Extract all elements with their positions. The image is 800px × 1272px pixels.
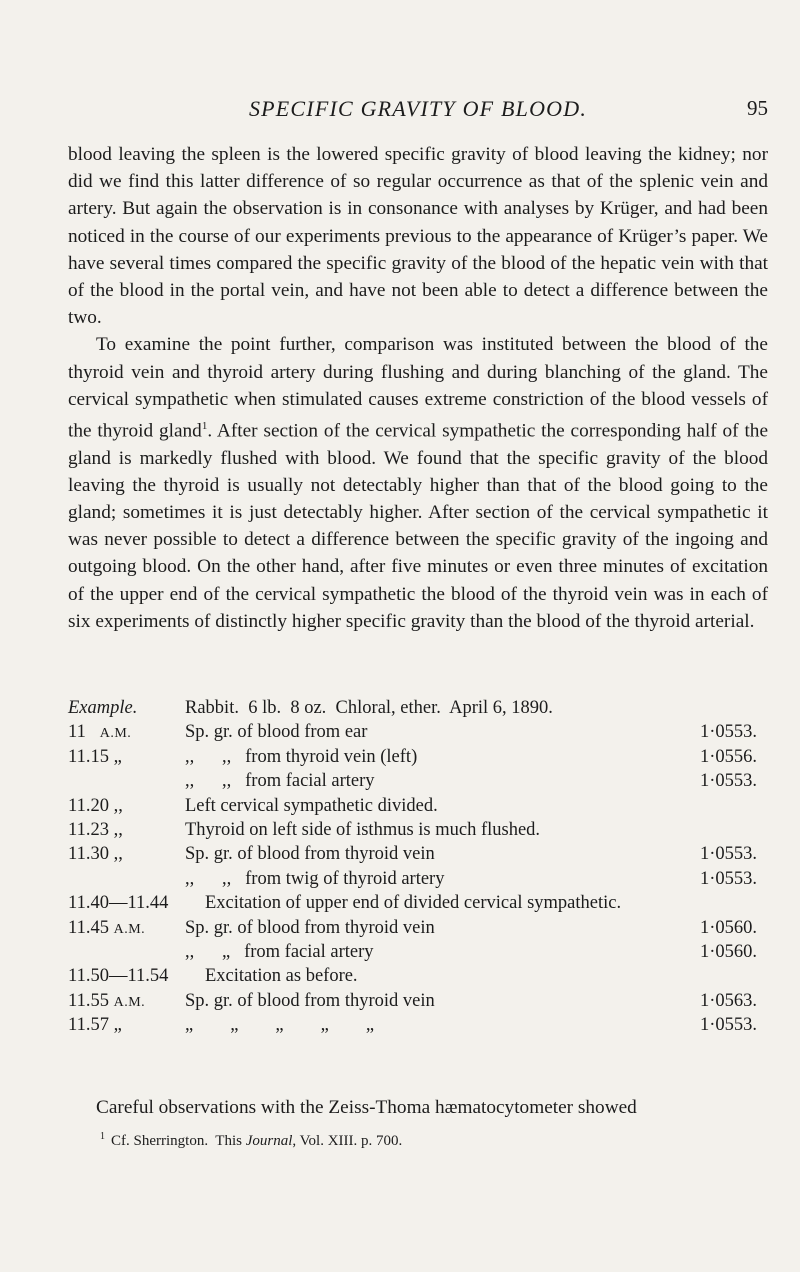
running-title: SPECIFIC GRAVITY OF BLOOD. (248, 96, 588, 121)
row-value: 1·0553. (700, 1015, 758, 1036)
footnote-journal: Journal (245, 1133, 293, 1149)
row-description: Thyroid on left side of isthmus is much flushed. (185, 819, 541, 840)
row-time: 11.57 „ (68, 1015, 122, 1036)
closing-line: Careful observations with the Zeiss-Thoma hæmatocytometer showed (96, 1097, 637, 1118)
row-description: Left cervical sympathetic divided. (185, 795, 438, 816)
row-time-range: 11.50—11.54 (68, 966, 169, 987)
protocol-row (68, 794, 788, 818)
closing-text (68, 1094, 768, 1121)
row-time: 11.55 A.M. (68, 990, 146, 1011)
row-value: 1·0556. (700, 746, 758, 767)
protocol-row (68, 769, 788, 793)
row-description: Sp. gr. of blood from thyroid vein (185, 917, 435, 938)
row-description: Excitation as before. (205, 966, 358, 987)
row-value: 1·0553. (700, 844, 758, 865)
row-value: 1·0553. (700, 868, 758, 889)
protocol-row (68, 842, 788, 866)
row-description: ,, „ from facial artery (185, 941, 374, 962)
page-number: 95 (747, 96, 768, 120)
protocol-row (68, 891, 788, 915)
row-time: 11.45 A.M. (68, 917, 146, 938)
protocol-row (68, 745, 788, 769)
row-time: 11.30 ,, (68, 844, 123, 865)
row-value: 1·0563. (700, 990, 758, 1011)
example-protocol (68, 696, 788, 1037)
paragraph-2 (68, 331, 768, 635)
row-value: 1·0553. (700, 771, 758, 792)
paragraph-2-part-a: To examine the point further, comparison was instituted between the blood of the thyroid vein and thyroid artery during flushing and during blanching of the gland. The cervical sympathetic when stimulated causes extreme constriction of the blood vessels of the thyroid gland (68, 334, 768, 442)
row-value: 1·0560. (700, 941, 758, 962)
row-value: 1·0560. (700, 917, 758, 938)
example-label: Example. (68, 698, 138, 718)
row-time: 11 A.M. (68, 722, 132, 743)
protocol-row (68, 1013, 788, 1037)
row-description: Sp. gr. of blood from thyroid vein (185, 990, 435, 1011)
row-value: 1·0553. (700, 722, 758, 743)
protocol-row (68, 720, 788, 744)
protocol-row (68, 989, 788, 1013)
protocol-row (68, 867, 788, 891)
row-time: 11.15 „ (68, 746, 122, 767)
example-heading-row (68, 696, 788, 720)
protocol-row (68, 940, 788, 964)
row-time: 11.20 ,, (68, 795, 123, 816)
footnote-suffix: , Vol. XIII. p. 700. (292, 1133, 403, 1149)
row-description: Excitation of upper end of divided cervical sympathetic. (205, 893, 622, 914)
protocol-row (68, 818, 788, 842)
row-description: ,, ,, from twig of thyroid artery (185, 868, 445, 889)
row-description: Sp. gr. of blood from ear (185, 722, 368, 743)
row-description: ,, ,, from thyroid vein (left) (185, 746, 418, 767)
row-time: 11.23 ,, (68, 819, 123, 840)
protocol-row (68, 964, 788, 988)
example-heading: Rabbit. 6 lb. 8 oz. Chloral, ether. April 6, 1890. (185, 698, 553, 718)
row-description: ,, ,, from facial artery (185, 771, 375, 792)
paragraph-1: blood leaving the spleen is the lowered specific gravity of blood leaving the kidney; nor did we find this latter difference of so regular occurrence as that of the splenic vein and artery. But again the observation is in consonance with analyses by Krüger, and had been noticed in the course of our experiments previous to the appearance of Krüger’s paper. We have several times compared the specific gravity of the blood of the hepatic vein with that of the blood in the portal vein, and have not been able to detect a difference between the two. (68, 144, 768, 329)
footnote-reference: 1 (201, 420, 208, 433)
row-description: „ „ „ „ „ (185, 1015, 375, 1036)
footnote-prefix: Cf. Sherrington. This (111, 1133, 246, 1149)
row-description: Sp. gr. of blood from thyroid vein (185, 844, 435, 865)
protocol-row (68, 916, 788, 940)
paragraph-2-part-b: . After section of the cervical sympathetic the corresponding half of the gland is markedly flushed with blood. We found that the specific gravity of the blood leaving the thyroid is usually not detectably higher than that of the blood going to the gland; sometimes it is just detectably higher. After section of the cervical sympathetic it was never possible to detect a difference between the specific gravity of the ingoing and outgoing blood. On the other hand, after five minutes or even three minutes of excitation of the upper end of the cervical sympathetic the blood of the thyroid vein was in each of six experiments of distinctly higher specific gravity than the blood of the thyroid arterial. (68, 420, 769, 632)
footnote (68, 1127, 800, 1151)
row-time-range: 11.40—11.44 (68, 893, 169, 914)
running-head (68, 96, 768, 126)
footnote-marker: 1 (100, 1131, 105, 1142)
body-text (68, 141, 768, 635)
